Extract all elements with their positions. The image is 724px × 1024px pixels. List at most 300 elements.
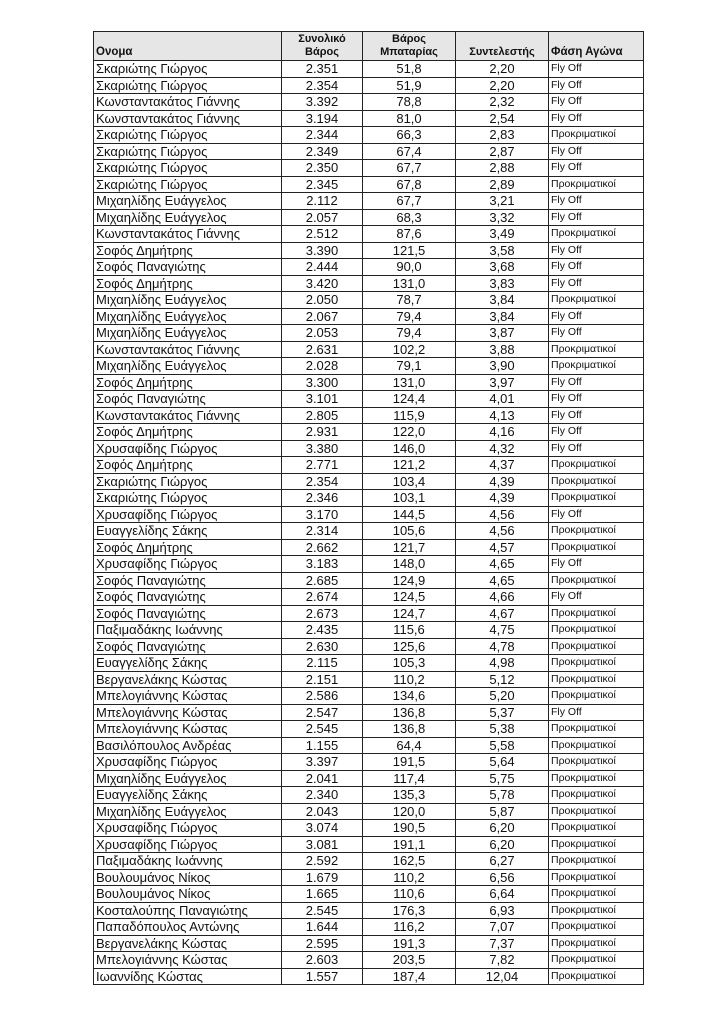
table-row <box>94 539 644 556</box>
cell-total-weight: 1.155 <box>282 737 363 754</box>
cell-total-weight: 2.435 <box>282 622 363 639</box>
cell-coefficient: 3,88 <box>456 341 549 358</box>
cell-total-weight: 2.771 <box>282 457 363 474</box>
cell-phase: Προκριματικοί <box>549 737 644 754</box>
cell-battery-weight: 136,8 <box>363 721 456 738</box>
table-row <box>94 160 644 177</box>
cell-battery-weight: 203,5 <box>363 952 456 969</box>
cell-battery-weight: 110,2 <box>363 869 456 886</box>
cell-name: Χρυσαφίδης Γιώργος <box>94 754 282 771</box>
cell-total-weight: 3.380 <box>282 440 363 457</box>
cell-coefficient: 4,01 <box>456 391 549 408</box>
table-row <box>94 143 644 160</box>
cell-phase: Προκριματικοί <box>549 638 644 655</box>
cell-phase: Fly Off <box>549 424 644 441</box>
cell-battery-weight: 190,5 <box>363 820 456 837</box>
table-row <box>94 308 644 325</box>
cell-coefficient: 3,87 <box>456 325 549 342</box>
cell-phase: Προκριματικοί <box>549 539 644 556</box>
cell-battery-weight: 124,9 <box>363 572 456 589</box>
table-row <box>94 902 644 919</box>
table-row <box>94 209 644 226</box>
table-row <box>94 869 644 886</box>
table-row <box>94 374 644 391</box>
cell-phase: Προκριματικοί <box>549 176 644 193</box>
cell-name: Μπελογιάννης Κώστας <box>94 688 282 705</box>
cell-battery-weight: 67,7 <box>363 193 456 210</box>
cell-total-weight: 2.354 <box>282 77 363 94</box>
cell-coefficient: 4,78 <box>456 638 549 655</box>
cell-battery-weight: 121,5 <box>363 242 456 259</box>
table-body <box>94 61 644 985</box>
cell-total-weight: 2.586 <box>282 688 363 705</box>
cell-total-weight: 2.354 <box>282 473 363 490</box>
cell-battery-weight: 66,3 <box>363 127 456 144</box>
cell-phase: Fly Off <box>549 308 644 325</box>
table-row <box>94 440 644 457</box>
cell-name: Σοφός Δημήτρης <box>94 275 282 292</box>
cell-coefficient: 5,37 <box>456 704 549 721</box>
cell-coefficient: 3,32 <box>456 209 549 226</box>
table-row <box>94 655 644 672</box>
header-total-weight-line2: Βάρος <box>305 46 339 58</box>
cell-coefficient: 5,12 <box>456 671 549 688</box>
header-battery-weight-line2: Μπαταρίας <box>380 46 438 58</box>
cell-name: Σκαριώτης Γιώργος <box>94 61 282 78</box>
cell-battery-weight: 67,8 <box>363 176 456 193</box>
cell-battery-weight: 67,4 <box>363 143 456 160</box>
cell-phase: Προκριματικοί <box>549 457 644 474</box>
cell-battery-weight: 148,0 <box>363 556 456 573</box>
cell-total-weight: 2.344 <box>282 127 363 144</box>
cell-total-weight: 2.041 <box>282 770 363 787</box>
table-row <box>94 737 644 754</box>
cell-total-weight: 2.345 <box>282 176 363 193</box>
cell-total-weight: 2.351 <box>282 61 363 78</box>
cell-name: Χρυσαφίδης Γιώργος <box>94 440 282 457</box>
cell-battery-weight: 191,5 <box>363 754 456 771</box>
cell-total-weight: 3.074 <box>282 820 363 837</box>
cell-total-weight: 3.420 <box>282 275 363 292</box>
cell-battery-weight: 117,4 <box>363 770 456 787</box>
cell-battery-weight: 124,7 <box>363 605 456 622</box>
cell-coefficient: 5,75 <box>456 770 549 787</box>
cell-battery-weight: 125,6 <box>363 638 456 655</box>
table-row <box>94 820 644 837</box>
cell-total-weight: 2.595 <box>282 935 363 952</box>
cell-battery-weight: 81,0 <box>363 110 456 127</box>
cell-phase: Προκριματικοί <box>549 853 644 870</box>
results-table <box>93 31 644 985</box>
cell-name: Σκαριώτης Γιώργος <box>94 176 282 193</box>
table-row <box>94 127 644 144</box>
table-row <box>94 77 644 94</box>
cell-name: Σοφός Παναγιώτης <box>94 391 282 408</box>
cell-coefficient: 2,88 <box>456 160 549 177</box>
cell-total-weight: 3.194 <box>282 110 363 127</box>
table-row <box>94 506 644 523</box>
cell-total-weight: 2.662 <box>282 539 363 556</box>
cell-coefficient: 6,27 <box>456 853 549 870</box>
cell-coefficient: 2,83 <box>456 127 549 144</box>
cell-phase: Fly Off <box>549 506 644 523</box>
cell-coefficient: 2,89 <box>456 176 549 193</box>
cell-battery-weight: 116,2 <box>363 919 456 936</box>
cell-name: Σοφός Δημήτρης <box>94 242 282 259</box>
cell-total-weight: 2.630 <box>282 638 363 655</box>
cell-battery-weight: 135,3 <box>363 787 456 804</box>
cell-coefficient: 4,98 <box>456 655 549 672</box>
cell-battery-weight: 90,0 <box>363 259 456 276</box>
cell-battery-weight: 110,6 <box>363 886 456 903</box>
header-total-weight <box>282 32 363 61</box>
cell-coefficient: 12,04 <box>456 968 549 985</box>
cell-phase: Προκριματικοί <box>549 523 644 540</box>
table-row <box>94 572 644 589</box>
table-row <box>94 94 644 111</box>
cell-phase: Προκριματικοί <box>549 968 644 985</box>
cell-phase: Fly Off <box>549 143 644 160</box>
cell-phase: Προκριματικοί <box>549 473 644 490</box>
table-row <box>94 358 644 375</box>
cell-phase: Fly Off <box>549 77 644 94</box>
header-row <box>94 32 644 61</box>
cell-battery-weight: 191,1 <box>363 836 456 853</box>
cell-battery-weight: 103,1 <box>363 490 456 507</box>
table-row <box>94 61 644 78</box>
header-battery-weight-line1: Βάρος <box>392 33 426 45</box>
table-row <box>94 787 644 804</box>
cell-name: Κωνσταντακάτος Γιάννης <box>94 94 282 111</box>
cell-total-weight: 1.665 <box>282 886 363 903</box>
cell-phase: Προκριματικοί <box>549 292 644 309</box>
cell-total-weight: 2.349 <box>282 143 363 160</box>
cell-phase: Προκριματικοί <box>549 127 644 144</box>
cell-phase: Fly Off <box>549 61 644 78</box>
cell-phase: Προκριματικοί <box>549 490 644 507</box>
table-row <box>94 754 644 771</box>
cell-phase: Fly Off <box>549 160 644 177</box>
cell-total-weight: 3.397 <box>282 754 363 771</box>
cell-name: Μπελογιάννης Κώστας <box>94 952 282 969</box>
cell-total-weight: 3.392 <box>282 94 363 111</box>
cell-battery-weight: 102,2 <box>363 341 456 358</box>
table-row <box>94 853 644 870</box>
cell-coefficient: 4,75 <box>456 622 549 639</box>
cell-total-weight: 2.631 <box>282 341 363 358</box>
cell-total-weight: 2.547 <box>282 704 363 721</box>
cell-coefficient: 6,20 <box>456 820 549 837</box>
cell-battery-weight: 124,5 <box>363 589 456 606</box>
cell-total-weight: 2.673 <box>282 605 363 622</box>
cell-total-weight: 2.931 <box>282 424 363 441</box>
table-row <box>94 341 644 358</box>
cell-coefficient: 6,64 <box>456 886 549 903</box>
cell-coefficient: 5,58 <box>456 737 549 754</box>
cell-phase: Προκριματικοί <box>549 886 644 903</box>
cell-phase: Fly Off <box>549 275 644 292</box>
cell-phase: Προκριματικοί <box>549 721 644 738</box>
cell-coefficient: 7,07 <box>456 919 549 936</box>
cell-name: Βεργανελάκης Κώστας <box>94 671 282 688</box>
cell-total-weight: 2.050 <box>282 292 363 309</box>
cell-name: Μπελογιάννης Κώστας <box>94 721 282 738</box>
cell-coefficient: 5,87 <box>456 803 549 820</box>
cell-battery-weight: 87,6 <box>363 226 456 243</box>
cell-name: Μιχαηλίδης Ευάγγελος <box>94 209 282 226</box>
table-row <box>94 556 644 573</box>
cell-total-weight: 3.101 <box>282 391 363 408</box>
cell-coefficient: 4,65 <box>456 572 549 589</box>
cell-battery-weight: 115,6 <box>363 622 456 639</box>
cell-total-weight: 2.805 <box>282 407 363 424</box>
cell-name: Κοσταλούπης Παναγιώτης <box>94 902 282 919</box>
cell-coefficient: 7,82 <box>456 952 549 969</box>
cell-coefficient: 6,93 <box>456 902 549 919</box>
cell-battery-weight: 105,3 <box>363 655 456 672</box>
cell-name: Ευαγγελίδης Σάκης <box>94 655 282 672</box>
cell-name: Χρυσαφίδης Γιώργος <box>94 820 282 837</box>
cell-battery-weight: 115,9 <box>363 407 456 424</box>
cell-total-weight: 2.314 <box>282 523 363 540</box>
cell-name: Μιχαηλίδης Ευάγγελος <box>94 325 282 342</box>
header-name <box>94 32 282 61</box>
cell-phase: Fly Off <box>549 589 644 606</box>
header-total-weight-line1: Συνολικό <box>298 33 346 45</box>
cell-phase: Προκριματικοί <box>549 671 644 688</box>
cell-phase: Fly Off <box>549 242 644 259</box>
cell-phase: Fly Off <box>549 391 644 408</box>
cell-coefficient: 3,84 <box>456 292 549 309</box>
cell-total-weight: 2.512 <box>282 226 363 243</box>
cell-phase: Προκριματικοί <box>549 935 644 952</box>
cell-phase: Προκριματικοί <box>549 688 644 705</box>
cell-total-weight: 1.679 <box>282 869 363 886</box>
table-row <box>94 671 644 688</box>
table-row <box>94 886 644 903</box>
table-row <box>94 407 644 424</box>
cell-phase: Προκριματικοί <box>549 622 644 639</box>
cell-name: Σοφός Παναγιώτης <box>94 259 282 276</box>
cell-coefficient: 7,37 <box>456 935 549 952</box>
table-row <box>94 919 644 936</box>
cell-name: Βουλουμάνος Νίκος <box>94 869 282 886</box>
table-row <box>94 424 644 441</box>
cell-total-weight: 2.053 <box>282 325 363 342</box>
table-row <box>94 523 644 540</box>
table-row <box>94 704 644 721</box>
cell-phase: Fly Off <box>549 259 644 276</box>
cell-name: Βουλουμάνος Νίκος <box>94 886 282 903</box>
cell-name: Ευαγγελίδης Σάκης <box>94 523 282 540</box>
cell-battery-weight: 120,0 <box>363 803 456 820</box>
cell-total-weight: 2.545 <box>282 902 363 919</box>
cell-total-weight: 2.112 <box>282 193 363 210</box>
cell-phase: Fly Off <box>549 209 644 226</box>
table-row <box>94 836 644 853</box>
header-name-label: Ονομα <box>96 46 133 58</box>
table-row <box>94 721 644 738</box>
cell-name: Σκαριώτης Γιώργος <box>94 473 282 490</box>
cell-phase: Fly Off <box>549 110 644 127</box>
cell-total-weight: 2.674 <box>282 589 363 606</box>
cell-name: Σκαριώτης Γιώργος <box>94 490 282 507</box>
table-row <box>94 226 644 243</box>
header-phase <box>549 32 644 61</box>
cell-phase: Προκριματικοί <box>549 655 644 672</box>
cell-battery-weight: 79,4 <box>363 308 456 325</box>
cell-phase: Προκριματικοί <box>549 869 644 886</box>
cell-phase: Fly Off <box>549 407 644 424</box>
cell-battery-weight: 79,4 <box>363 325 456 342</box>
cell-total-weight: 2.340 <box>282 787 363 804</box>
table-row <box>94 968 644 985</box>
cell-battery-weight: 136,8 <box>363 704 456 721</box>
cell-coefficient: 4,65 <box>456 556 549 573</box>
cell-total-weight: 2.057 <box>282 209 363 226</box>
cell-battery-weight: 176,3 <box>363 902 456 919</box>
cell-battery-weight: 110,2 <box>363 671 456 688</box>
cell-name: Ιωαννίδης Κώστας <box>94 968 282 985</box>
cell-phase: Προκριματικοί <box>549 919 644 936</box>
table-row <box>94 638 644 655</box>
cell-name: Σοφός Δημήτρης <box>94 424 282 441</box>
cell-name: Σοφός Παναγιώτης <box>94 572 282 589</box>
table-row <box>94 935 644 952</box>
cell-phase: Fly Off <box>549 325 644 342</box>
cell-name: Παπαδόπουλος Αντώνης <box>94 919 282 936</box>
cell-coefficient: 2,20 <box>456 61 549 78</box>
cell-name: Μιχαηλίδης Ευάγγελος <box>94 308 282 325</box>
cell-total-weight: 3.300 <box>282 374 363 391</box>
cell-total-weight: 3.390 <box>282 242 363 259</box>
table-row <box>94 952 644 969</box>
cell-battery-weight: 105,6 <box>363 523 456 540</box>
cell-name: Μιχαηλίδης Ευάγγελος <box>94 292 282 309</box>
cell-phase: Προκριματικοί <box>549 754 644 771</box>
cell-name: Σοφός Παναγιώτης <box>94 605 282 622</box>
table-row <box>94 605 644 622</box>
table-row <box>94 193 644 210</box>
cell-coefficient: 5,38 <box>456 721 549 738</box>
table-row <box>94 473 644 490</box>
cell-battery-weight: 68,3 <box>363 209 456 226</box>
cell-total-weight: 2.115 <box>282 655 363 672</box>
cell-battery-weight: 144,5 <box>363 506 456 523</box>
cell-name: Σοφός Δημήτρης <box>94 457 282 474</box>
cell-battery-weight: 134,6 <box>363 688 456 705</box>
header-coefficient <box>456 32 549 61</box>
cell-battery-weight: 124,4 <box>363 391 456 408</box>
table-row <box>94 391 644 408</box>
cell-coefficient: 3,21 <box>456 193 549 210</box>
cell-battery-weight: 51,9 <box>363 77 456 94</box>
cell-name: Χρυσαφίδης Γιώργος <box>94 556 282 573</box>
table-row <box>94 176 644 193</box>
table-row <box>94 110 644 127</box>
cell-coefficient: 4,56 <box>456 523 549 540</box>
cell-name: Σκαριώτης Γιώργος <box>94 160 282 177</box>
table-row <box>94 325 644 342</box>
table-row <box>94 490 644 507</box>
cell-name: Χρυσαφίδης Γιώργος <box>94 836 282 853</box>
cell-coefficient: 4,57 <box>456 539 549 556</box>
cell-coefficient: 6,56 <box>456 869 549 886</box>
cell-total-weight: 1.644 <box>282 919 363 936</box>
cell-phase: Προκριματικοί <box>549 605 644 622</box>
cell-phase: Προκριματικοί <box>549 902 644 919</box>
cell-total-weight: 2.346 <box>282 490 363 507</box>
header-phase-label: Φάση Αγώνα <box>551 46 623 58</box>
table-row <box>94 457 644 474</box>
cell-name: Σκαριώτης Γιώργος <box>94 77 282 94</box>
table-row <box>94 275 644 292</box>
cell-coefficient: 4,37 <box>456 457 549 474</box>
cell-coefficient: 3,83 <box>456 275 549 292</box>
cell-total-weight: 2.603 <box>282 952 363 969</box>
cell-name: Σοφός Παναγιώτης <box>94 638 282 655</box>
cell-name: Μιχαηλίδης Ευάγγελος <box>94 803 282 820</box>
cell-coefficient: 3,58 <box>456 242 549 259</box>
cell-battery-weight: 51,8 <box>363 61 456 78</box>
cell-coefficient: 3,68 <box>456 259 549 276</box>
cell-total-weight: 2.151 <box>282 671 363 688</box>
cell-battery-weight: 162,5 <box>363 853 456 870</box>
cell-phase: Προκριματικοί <box>549 341 644 358</box>
cell-name: Μιχαηλίδης Ευάγγελος <box>94 358 282 375</box>
cell-phase: Προκριματικοί <box>549 358 644 375</box>
cell-total-weight: 2.350 <box>282 160 363 177</box>
cell-battery-weight: 103,4 <box>363 473 456 490</box>
cell-battery-weight: 131,0 <box>363 374 456 391</box>
cell-name: Σοφός Δημήτρης <box>94 539 282 556</box>
cell-phase: Προκριματικοί <box>549 787 644 804</box>
cell-phase: Fly Off <box>549 193 644 210</box>
cell-name: Ευαγγελίδης Σάκης <box>94 787 282 804</box>
cell-battery-weight: 121,2 <box>363 457 456 474</box>
cell-total-weight: 2.067 <box>282 308 363 325</box>
cell-battery-weight: 131,0 <box>363 275 456 292</box>
cell-battery-weight: 191,3 <box>363 935 456 952</box>
cell-total-weight: 2.444 <box>282 259 363 276</box>
table-row <box>94 622 644 639</box>
table-row <box>94 589 644 606</box>
cell-coefficient: 2,54 <box>456 110 549 127</box>
cell-battery-weight: 78,8 <box>363 94 456 111</box>
cell-battery-weight: 122,0 <box>363 424 456 441</box>
cell-coefficient: 4,13 <box>456 407 549 424</box>
cell-battery-weight: 79,1 <box>363 358 456 375</box>
cell-phase: Fly Off <box>549 440 644 457</box>
cell-name: Παξιμαδάκης Ιωάννης <box>94 853 282 870</box>
cell-name: Παξιμαδάκης Ιωάννης <box>94 622 282 639</box>
cell-coefficient: 4,66 <box>456 589 549 606</box>
cell-total-weight: 1.557 <box>282 968 363 985</box>
cell-name: Σκαριώτης Γιώργος <box>94 143 282 160</box>
cell-phase: Προκριματικοί <box>549 770 644 787</box>
cell-coefficient: 6,20 <box>456 836 549 853</box>
cell-total-weight: 3.183 <box>282 556 363 573</box>
table-row <box>94 770 644 787</box>
cell-coefficient: 4,39 <box>456 473 549 490</box>
cell-coefficient: 5,20 <box>456 688 549 705</box>
cell-battery-weight: 78,7 <box>363 292 456 309</box>
cell-coefficient: 4,16 <box>456 424 549 441</box>
cell-total-weight: 3.170 <box>282 506 363 523</box>
cell-phase: Προκριματικοί <box>549 952 644 969</box>
cell-name: Κωνσταντακάτος Γιάννης <box>94 407 282 424</box>
cell-phase: Προκριματικοί <box>549 836 644 853</box>
